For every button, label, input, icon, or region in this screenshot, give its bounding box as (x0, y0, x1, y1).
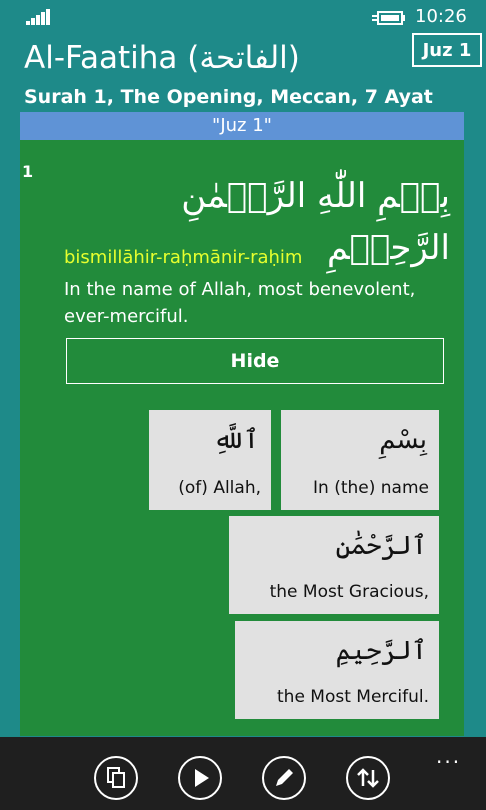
sort-icon[interactable] (346, 756, 390, 800)
word-card[interactable] (281, 410, 439, 510)
word-card[interactable] (235, 621, 439, 719)
juz-button[interactable]: Juz 1 (412, 33, 482, 67)
word-english: (of) Allah, (178, 478, 261, 498)
word-card[interactable] (229, 516, 439, 614)
word-arabic: ٱللَّهِ (213, 425, 259, 455)
ayah-transliteration: bismillāhir-raḥmānir-raḥim (64, 247, 303, 268)
clock: 10:26 (415, 6, 467, 27)
juz-banner: "Juz 1" (20, 112, 464, 140)
word-arabic: ٱلرَّحْمَٰنِ (335, 531, 427, 561)
ayah-translation: In the name of Allah, most benevolent, ever-merciful. (64, 279, 416, 327)
word-english: In (the) name (313, 478, 429, 498)
word-arabic: بِسْمِ (379, 425, 427, 455)
play-icon[interactable] (178, 756, 222, 800)
edit-icon[interactable] (262, 756, 306, 800)
signal-strength-icon (26, 9, 52, 25)
surah-subtitle: Surah 1, The Opening, Meccan, 7 Ayat (24, 86, 433, 108)
ayah-arabic-text: بِسۡمِ اللّٰهِ الرَّحۡمٰنِ الرَّحِيۡمِ (181, 176, 450, 268)
battery-charging-icon (372, 11, 406, 25)
word-english: the Most Gracious, (269, 582, 429, 602)
app-bar (0, 737, 486, 810)
page-title: Al-Faatiha (الفاتحة) (24, 40, 300, 76)
more-options-button[interactable]: ... (436, 744, 462, 768)
hide-button[interactable]: Hide (66, 338, 444, 384)
ayah-number: 1 (22, 162, 34, 181)
status-bar (0, 0, 486, 32)
word-arabic: ٱلرَّحِيمِ (335, 636, 427, 666)
copy-icon[interactable] (94, 756, 138, 800)
word-card[interactable] (149, 410, 271, 510)
word-english: the Most Merciful. (277, 687, 429, 707)
